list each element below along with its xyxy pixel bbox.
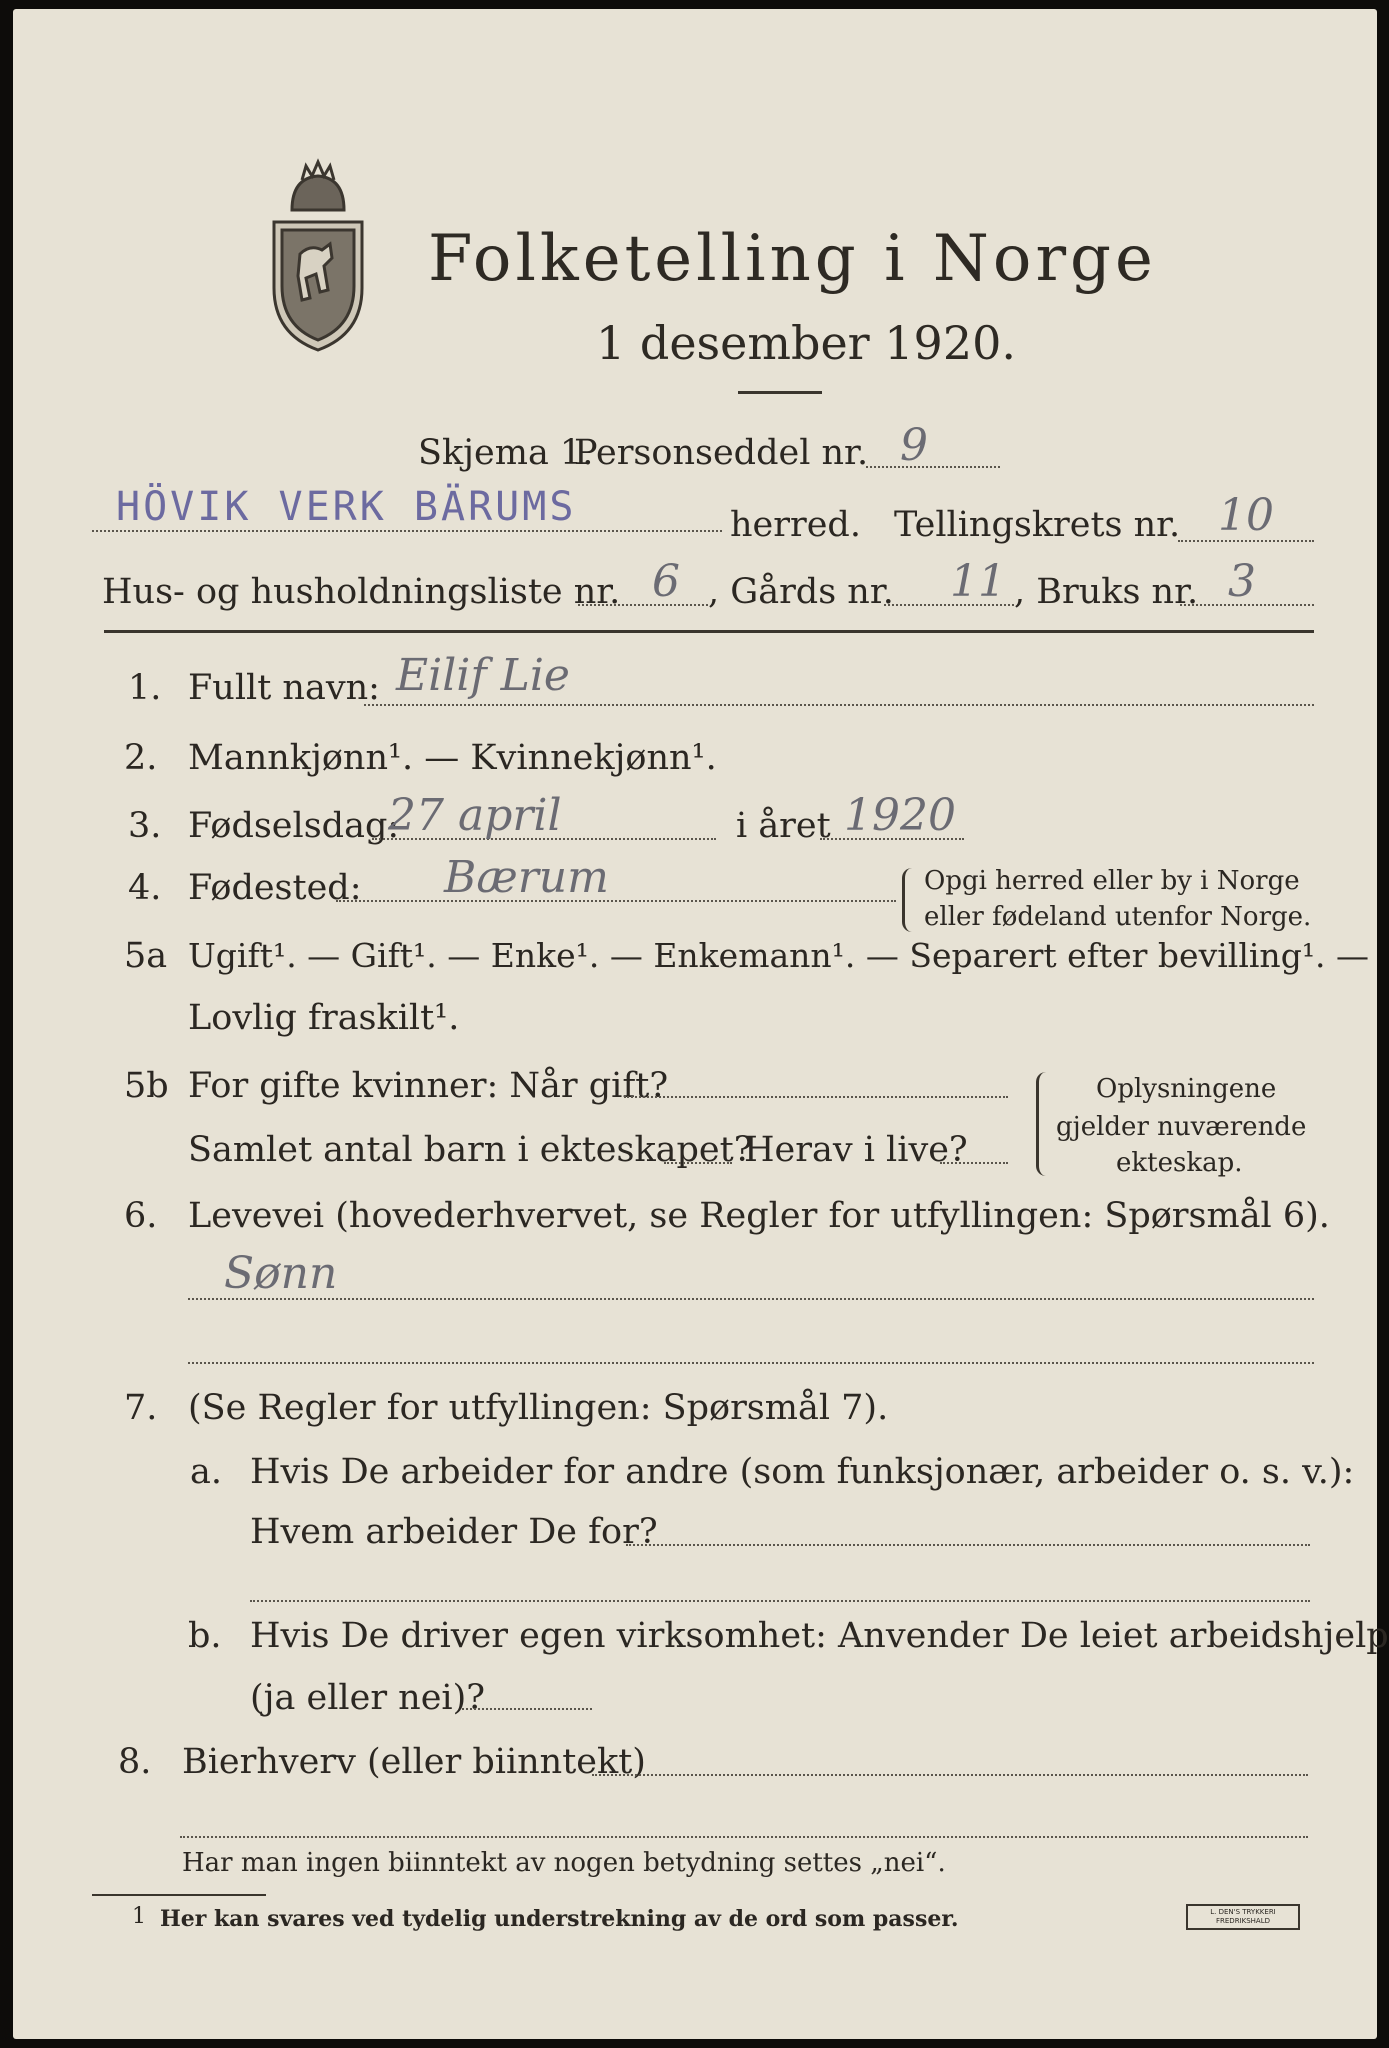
children-total-field[interactable]	[664, 1162, 732, 1164]
coat-of-arms-icon	[262, 158, 374, 354]
q5b-brace	[1036, 1072, 1049, 1176]
q7a-line1: Hvis De arbeider for andre (som funksjonær, arbeider o. s. v.):	[250, 1452, 1355, 1492]
birthplace-value: Bærum	[444, 852, 609, 903]
header-divider	[104, 630, 1314, 633]
q8-label: Bierhverv (eller biinntekt)	[182, 1742, 646, 1782]
q5b-note-line1: Oplysningene	[1096, 1074, 1277, 1104]
q6-label: Levevei (hovederhvervet, se Regler for utfyllingen: Spørsmål 6).	[188, 1196, 1330, 1236]
footnote-divider	[92, 1894, 266, 1896]
q6-number: 6.	[124, 1196, 158, 1236]
q3-label: Fødselsdag:	[188, 806, 400, 846]
hus-field[interactable]	[578, 604, 708, 606]
birthday-value: 27 april	[388, 790, 562, 841]
tellingskrets-value: 10	[1218, 490, 1274, 541]
q7b-label: b.	[188, 1616, 222, 1656]
imprint-line2: FREDRIKSHALD	[1215, 1917, 1270, 1925]
herred-stamp: HÖVIK VERK BÄRUMS	[116, 484, 577, 530]
bruks-label: , Bruks nr.	[1014, 572, 1199, 612]
skjema-label: Skjema 1.	[418, 433, 594, 473]
q7a-label: a.	[190, 1452, 222, 1492]
occupation-value: Sønn	[224, 1248, 338, 1299]
occupation-field[interactable]	[188, 1298, 1314, 1300]
q3-number: 3.	[128, 806, 162, 846]
children-alive-field[interactable]	[940, 1162, 1008, 1164]
title-divider	[738, 391, 822, 394]
gender-options[interactable]: Mannkjønn¹. — Kvinnekjønn¹.	[188, 738, 717, 778]
q8-number: 8.	[118, 1742, 152, 1782]
birthplace-field[interactable]	[336, 900, 896, 902]
full-name-value: Eilif Lie	[396, 650, 570, 701]
q4-note-line2: eller fødeland utenfor Norge.	[924, 902, 1312, 932]
herred-field[interactable]	[92, 530, 722, 532]
footnote-mark: 1	[132, 1904, 146, 1929]
printer-imprint	[1186, 1904, 1300, 1930]
q4-label: Fødested:	[188, 868, 362, 908]
personseddel-label: Personseddel nr.	[574, 433, 869, 473]
birth-year-value: 1920	[844, 790, 956, 841]
form-date: 1 desember 1920.	[596, 316, 1016, 370]
imprint-line1: L. DEN'S TRYKKERI	[1210, 1908, 1276, 1916]
q7b-line2: (ja eller nei)?	[250, 1678, 486, 1718]
footnote-text: Her kan svares ved tydelig understrekning av de ord som passer.	[160, 1906, 959, 1932]
employer-field[interactable]	[626, 1544, 1310, 1546]
employer-field-2[interactable]	[250, 1600, 1310, 1602]
q5a-number: 5a	[124, 936, 168, 976]
q4-brace	[902, 868, 913, 932]
marital-status-options[interactable]: Ugift¹. — Gift¹. — Enke¹. — Enkemann¹. — Separert efter bevilling¹. —	[188, 936, 1370, 975]
personseddel-field[interactable]	[866, 466, 1000, 468]
q5b-number: 5b	[124, 1066, 169, 1106]
q5b-children-label: Samlet antal barn i ekteskapet?	[188, 1130, 753, 1170]
marital-status-options-cont[interactable]: Lovlig fraskilt¹.	[188, 998, 460, 1038]
gards-label: , Gårds nr.	[708, 572, 894, 612]
hus-label: Hus- og husholdningsliste nr.	[102, 572, 621, 612]
hired-help-field[interactable]	[462, 1708, 592, 1710]
q7-number: 7.	[124, 1388, 158, 1428]
q7-label: (Se Regler for utfyllingen: Spørsmål 7).	[188, 1388, 889, 1428]
tellingskrets-label: Tellingskrets nr.	[894, 505, 1181, 545]
q2-number: 2.	[124, 738, 158, 778]
q5b-note-line3: ekteskap.	[1116, 1148, 1243, 1178]
year-label: i året	[736, 806, 831, 846]
nei-note: Har man ingen biinntekt av nogen betydning settes „nei“.	[182, 1848, 946, 1878]
q7a-line2: Hvem arbeider De for?	[250, 1512, 658, 1552]
q1-label: Fullt navn:	[188, 668, 380, 708]
occupation-field-2[interactable]	[188, 1362, 1314, 1364]
side-income-field-2[interactable]	[180, 1836, 1308, 1838]
personseddel-value: 9	[900, 420, 928, 471]
married-when-field[interactable]	[624, 1096, 1008, 1098]
q7b-line1: Hvis De driver egen virksomhet: Anvender De leiet arbeidshjelp	[250, 1616, 1389, 1656]
q5b-line1-label: For gifte kvinner: Når gift?	[188, 1066, 669, 1106]
full-name-field[interactable]	[364, 704, 1314, 706]
q4-number: 4.	[128, 868, 162, 908]
form-title: Folketelling i Norge	[428, 222, 1157, 296]
hus-value: 6	[652, 556, 680, 607]
q5b-note-line2: gjelder nuværende	[1056, 1112, 1307, 1142]
q5b-alive-label: Herav i live?	[744, 1130, 968, 1170]
herred-label: herred.	[730, 505, 861, 545]
bruks-value: 3	[1228, 556, 1256, 607]
q1-number: 1.	[128, 668, 162, 708]
side-income-field[interactable]	[592, 1774, 1308, 1776]
q4-note-line1: Opgi herred eller by i Norge	[924, 866, 1300, 896]
gards-value: 11	[950, 556, 1006, 607]
